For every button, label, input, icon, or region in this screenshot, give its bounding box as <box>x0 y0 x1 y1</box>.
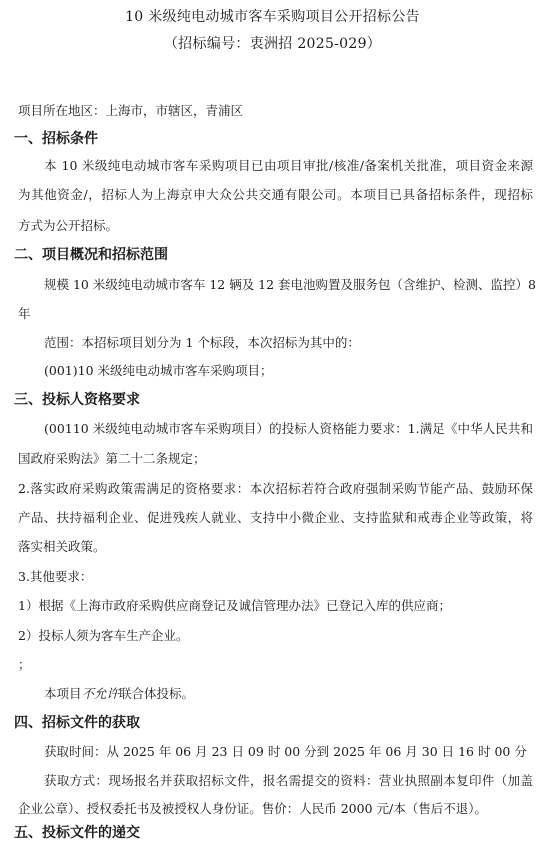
conditions-text-3: 方式为公开招标。 <box>18 218 119 233</box>
qualification-3-2: 2）投标人须为客车生产企业。 <box>18 628 189 643</box>
qualification-2c: 落实相关政策。 <box>18 539 106 554</box>
overview-scale-1: 规模 10 米级纯电动城市客车 12 辆及 12 套电池购置及服务包（含维护、检测、监控）8 <box>44 277 537 292</box>
section-heading-submission: 五、投标文件的递交 <box>14 825 140 841</box>
overview-range: 范围：本招标项目划分为 1 个标段，本次招标为其中的： <box>44 335 360 350</box>
conditions-text-2: 为其他资金/，招标人为上海京申大众公共交通有限公司。本项目已具备招标条件，现招标 <box>18 187 533 202</box>
qualification-3-1: 1）根据《上海市政府采购供应商登记及诚信管理办法》已登记入库的供应商； <box>18 598 451 613</box>
section-heading-qualification: 三、投标人资格要求 <box>14 392 140 408</box>
documents-method-2: 企业公章）、授权委托书及被授权人身份证。售价：人民币 2000 元/本（售后不退）。 <box>18 801 487 816</box>
consortium-note <box>44 685 533 703</box>
qualification-1a: (00110 米级纯电动城市客车采购项目）的投标人资格能力要求：1.满足《中华人民共和 <box>44 421 533 436</box>
qualification-1b: 国政府采购法》第二十二条规定； <box>18 451 206 466</box>
overview-item: (001)10 米级纯电动城市客车采购项目； <box>44 363 273 378</box>
qualification-semicolon: ； <box>18 657 31 672</box>
conditions-text-1: 本 10 米级纯电动城市客车采购项目已由项目审批/核准/备案机关批准，项目资金来源 <box>44 158 533 173</box>
documents-method-1: 获取方式：现场报名并获取招标文件，报名需提交的资料：营业执照副本复印件（加盖 <box>44 773 533 788</box>
document-title: 10 米级纯电动城市客车采购项目公开招标公告 <box>125 9 420 25</box>
qualification-2b: 产品、扶持福利企业、促进残疾人就业、支持中小微企业、支持监狱和戒毒企业等政策，将 <box>18 510 533 525</box>
section-heading-conditions: 一、招标条件 <box>14 131 98 147</box>
overview-scale-2: 年 <box>18 306 31 321</box>
section-heading-overview: 二、项目概况和招标范围 <box>14 247 168 263</box>
consortium-em: 不允许 <box>81 686 120 701</box>
qualification-3: 3.其他要求： <box>18 569 93 584</box>
documents-time: 获取时间：从 2025 年 06 月 23 日 09 时 00 分到 2025 年 06 月 30 日 16 时 00 分 <box>44 744 527 759</box>
consortium-pre: 本项目 <box>44 686 82 701</box>
project-location: 项目所在地区：上海市，市辖区，青浦区 <box>18 103 244 118</box>
section-heading-documents: 四、招标文件的获取 <box>14 715 140 731</box>
qualification-2a: 2.落实政府采购政策需满足的资格要求：本次招标若符合政府强制采购节能产品、鼓励环保 <box>18 481 533 496</box>
tender-number: （招标编号：衷洲招 2025-029） <box>163 36 382 52</box>
consortium-post: 联合体投标。 <box>119 686 195 701</box>
